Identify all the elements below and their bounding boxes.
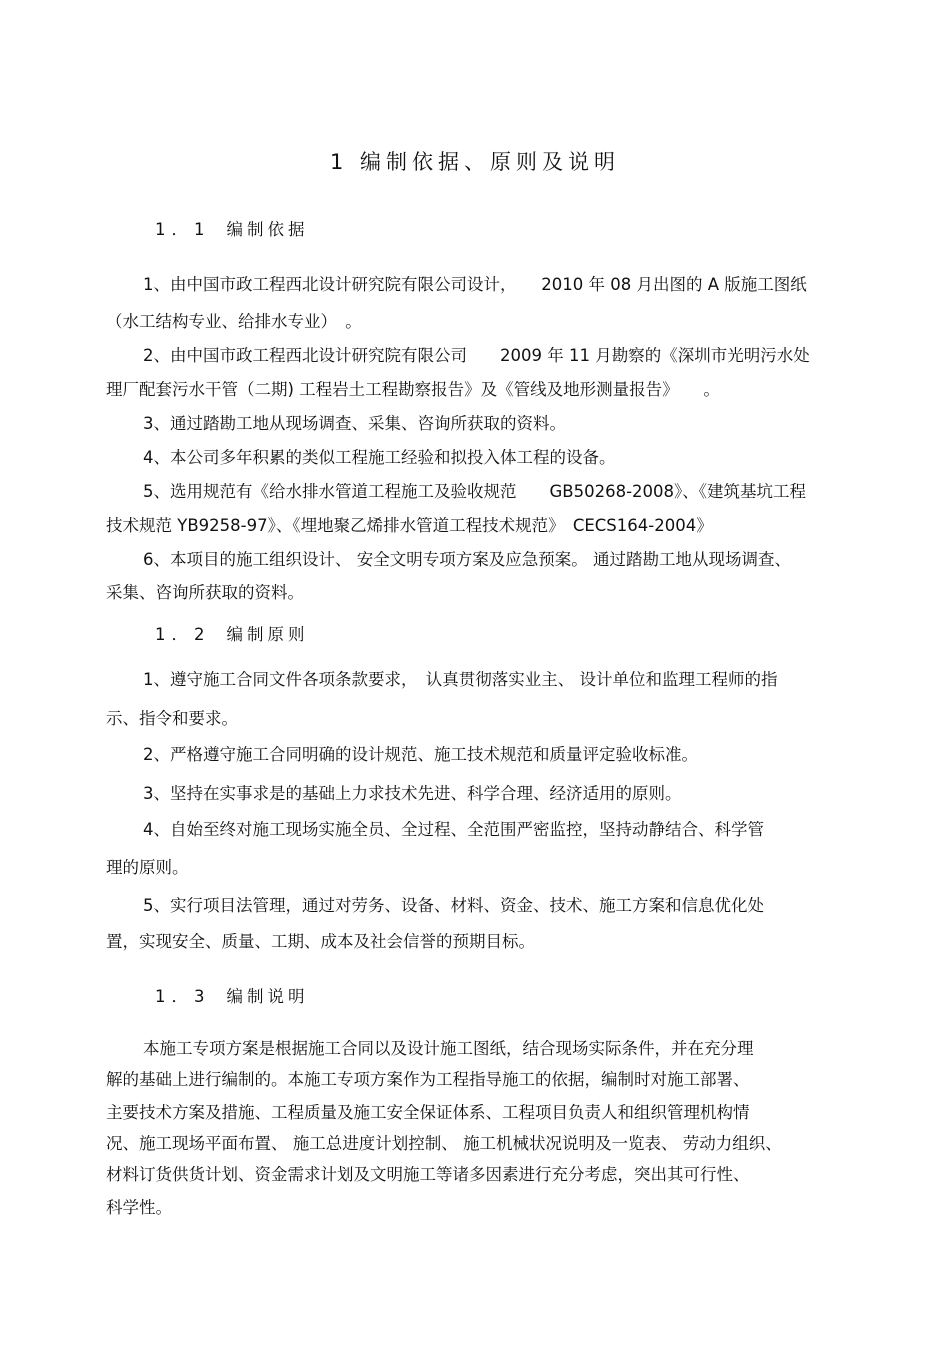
paragraph-line: 3、坚持在实事求是的基础上力求技术先进、科学合理、经济适用的原则。 xyxy=(143,784,682,803)
section-heading xyxy=(155,621,309,645)
section-number: 1．3 xyxy=(155,987,211,1006)
paragraph-line: 理厂配套污水干管（二期) 工程岩土工程勘察报告》及《管线及地形测量报告》 。 xyxy=(106,380,720,399)
paragraph-line: 5、选用规范有《给水排水管道工程施工及验收规范 GB50268-2008》、《建筑基坑工程 xyxy=(143,482,807,501)
paragraph-line: 材料订货供货计划、资金需求计划及文明施工等诸多因素进行充分考虑，突出其可行性、 xyxy=(106,1165,750,1184)
section-number: 1．1 xyxy=(155,220,211,239)
paragraph-line: 置，实现安全、质量、工期、成本及社会信誉的预期目标。 xyxy=(106,932,535,951)
paragraph-line: 5、实行项目法管理，通过对劳务、设备、材料、资金、技术、施工方案和信息优化处 xyxy=(143,896,764,915)
paragraph-line: （水工结构专业、给排水专业） 。 xyxy=(106,312,362,331)
paragraph-line: 况、施工现场平面布置、 施工总进度计划控制、 施工机械状况说明及一览表、 劳动力组织、 xyxy=(106,1134,782,1153)
section-heading xyxy=(155,983,309,1007)
section-number: 1．2 xyxy=(155,625,211,644)
paragraph-line: 科学性。 xyxy=(106,1198,172,1217)
paragraph-line: 技术规范 YB9258-97》、《埋地聚乙烯排水管道工程技术规范》 CECS164-2004》 xyxy=(106,516,713,535)
section-heading-text: 编制原则 xyxy=(226,625,309,644)
paragraph-line: 2、由中国市政工程西北设计研究院有限公司 2009 年 11 月勘察的《深圳市光明污水处 xyxy=(143,346,810,365)
paragraph-line: 2、严格遵守施工合同明确的设计规范、施工技术规范和质量评定验收标准。 xyxy=(143,745,698,764)
paragraph-line: 本施工专项方案是根据施工合同以及设计施工图纸，结合现场实际条件，并在充分理 xyxy=(143,1039,754,1058)
paragraph-line: 主要技术方案及措施、工程质量及施工安全保证体系、工程项目负责人和组织管理机构情 xyxy=(106,1103,750,1122)
paragraph-line: 6、本项目的施工组织设计、 安全文明专项方案及应急预案。 通过踏勘工地从现场调查、 xyxy=(143,550,791,569)
paragraph-line: 1、由中国市政工程西北设计研究院有限公司设计， 2010 年 08 月出图的 A 版施工图纸 xyxy=(143,275,807,294)
page-title: 1 编制依据、原则及说明 xyxy=(329,150,621,174)
paragraph-line: 4、自始至终对施工现场实施全员、全过程、全范围严密监控，坚持动静结合、科学管 xyxy=(143,820,764,839)
section-heading-text: 编制说明 xyxy=(226,987,309,1006)
paragraph-line: 理的原则。 xyxy=(106,858,189,877)
paragraph-line: 3、通过踏勘工地从现场调查、采集、咨询所获取的资料。 xyxy=(143,414,566,433)
section-heading-text: 编制依据 xyxy=(226,220,309,239)
paragraph-line: 示、指令和要求。 xyxy=(106,709,238,728)
paragraph-line: 1、遵守施工合同文件各项条款要求， 认真贯彻落实业主、 设计单位和监理工程师的指 xyxy=(143,670,778,689)
section-heading xyxy=(155,216,309,240)
paragraph-line: 4、本公司多年积累的类似工程施工经验和拟投入体工程的设备。 xyxy=(143,448,616,467)
paragraph-line: 解的基础上进行编制的。本施工专项方案作为工程指导施工的依据，编制时对施工部署、 xyxy=(106,1070,750,1089)
paragraph-line: 采集、咨询所获取的资料。 xyxy=(106,583,304,602)
